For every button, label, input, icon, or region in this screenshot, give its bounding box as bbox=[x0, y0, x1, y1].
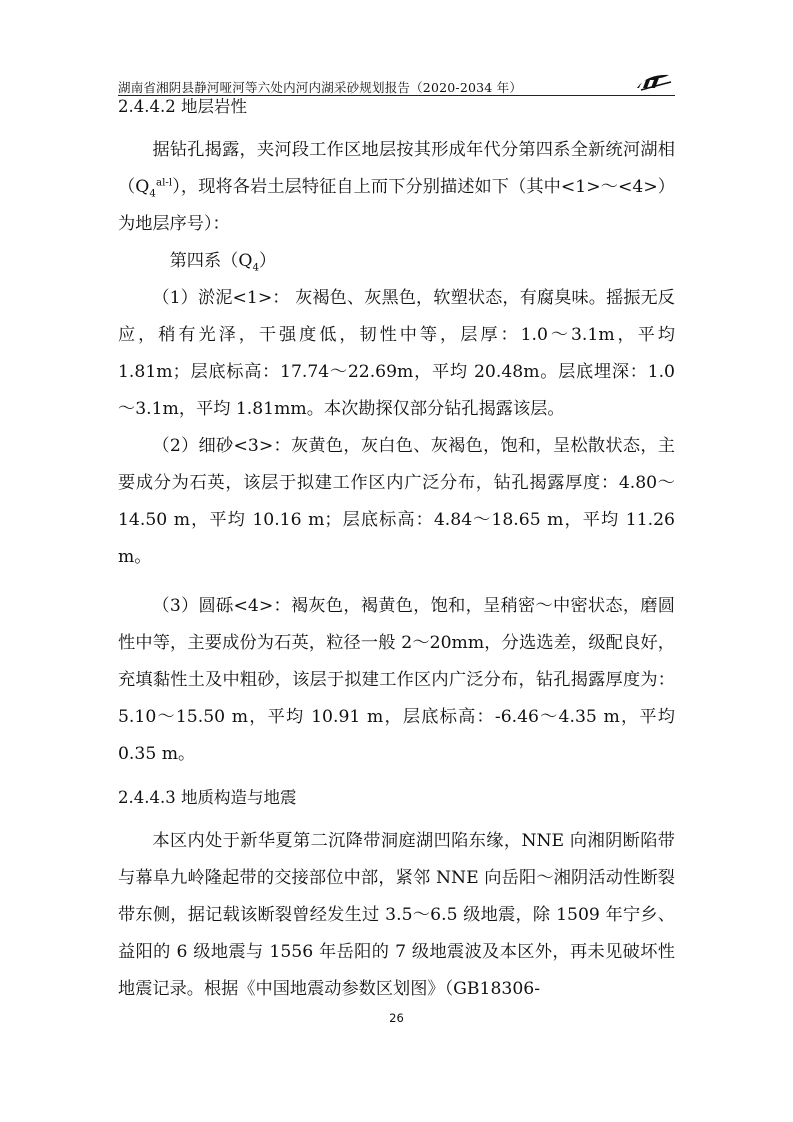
layer-2-paragraph: （2）细砂<3>：灰黄色，灰白色、灰褐色，饱和，呈松散状态，主要成分为石英，该层于拟建工作区内广泛分布，钻孔揭露厚度：4.80～14.50 m，平均 10.16 m；层底标高：4.84～18.65 m，平均 11.26 m。 bbox=[118, 436, 675, 567]
company-logo-icon bbox=[633, 72, 673, 92]
page-header bbox=[118, 70, 675, 96]
header-title: 湖南省湘阴县静河哑河等六处内河内湖采砂规划报告（2020-2034 年） bbox=[118, 80, 523, 95]
quaternary-system-line: 第四系$(Q_4)$ bbox=[169, 251, 277, 274]
structure-paragraph: 本区内处于新华夏第二沉降带洞庭湖凹陷东缘，NNE 向湘阴断陷带与幕阜九岭隆起带的交接部位中部，紧邻 NNE 向岳阳～湘阴活动性断裂带东侧，据记载该断裂曾经发生过 3.5～6.5 级地震，除 1509 年宁乡、益阳的 6 级地震与 1556 年岳阳的 7 级地震波及本区外，再未见破坏性地震记录。根据《中国地震动参数区划图》（GB18306- bbox=[118, 831, 675, 999]
layer-3-paragraph: （3）圆砾<4>：褐灰色，褐黄色，饱和，呈稍密～中密状态，磨圆性中等，主要成份为石英，粒径一般 2～20mm，分选选差，级配良好，充填黏性土及中粗砂，该层于拟建工作区内广泛分布，钻孔揭露厚度为：5.10～15.50 m，平均 10.91 m，层底标高：-6.46～4.35 m，平均 0.35 m。 bbox=[118, 596, 675, 764]
section-heading-stratigraphy: 2.4.4.2 地层岩性 bbox=[118, 97, 247, 116]
section-heading-structure-earthquake: 2.4.4.3 地质构造与地震 bbox=[118, 788, 297, 807]
page-content bbox=[118, 96, 675, 1008]
intro-paragraph: 据钻孔揭露，夹河段工作区地层按其形成年代分第四系全新统河湖相$(Q_4^{al-l})$，现将各岩土层特征自上而下分别描述如下（其中<1>～<4>）为地层序号）： bbox=[118, 140, 675, 234]
page-number: 26 bbox=[389, 1011, 404, 1025]
layer-1-paragraph: （1）淤泥<1>： 灰褐色、灰黑色，软塑状态，有腐臭味。摇振无反应，稍有光泽，干强度低，韧性中等，层厚：1.0～3.1m，平均 1.81m；层底标高：17.74～22.69m，平均 20.48m。层底埋深：1.0～3.1m，平均 1.81mm。本次勘探仅部分钻孔揭露该层。 bbox=[118, 288, 675, 419]
